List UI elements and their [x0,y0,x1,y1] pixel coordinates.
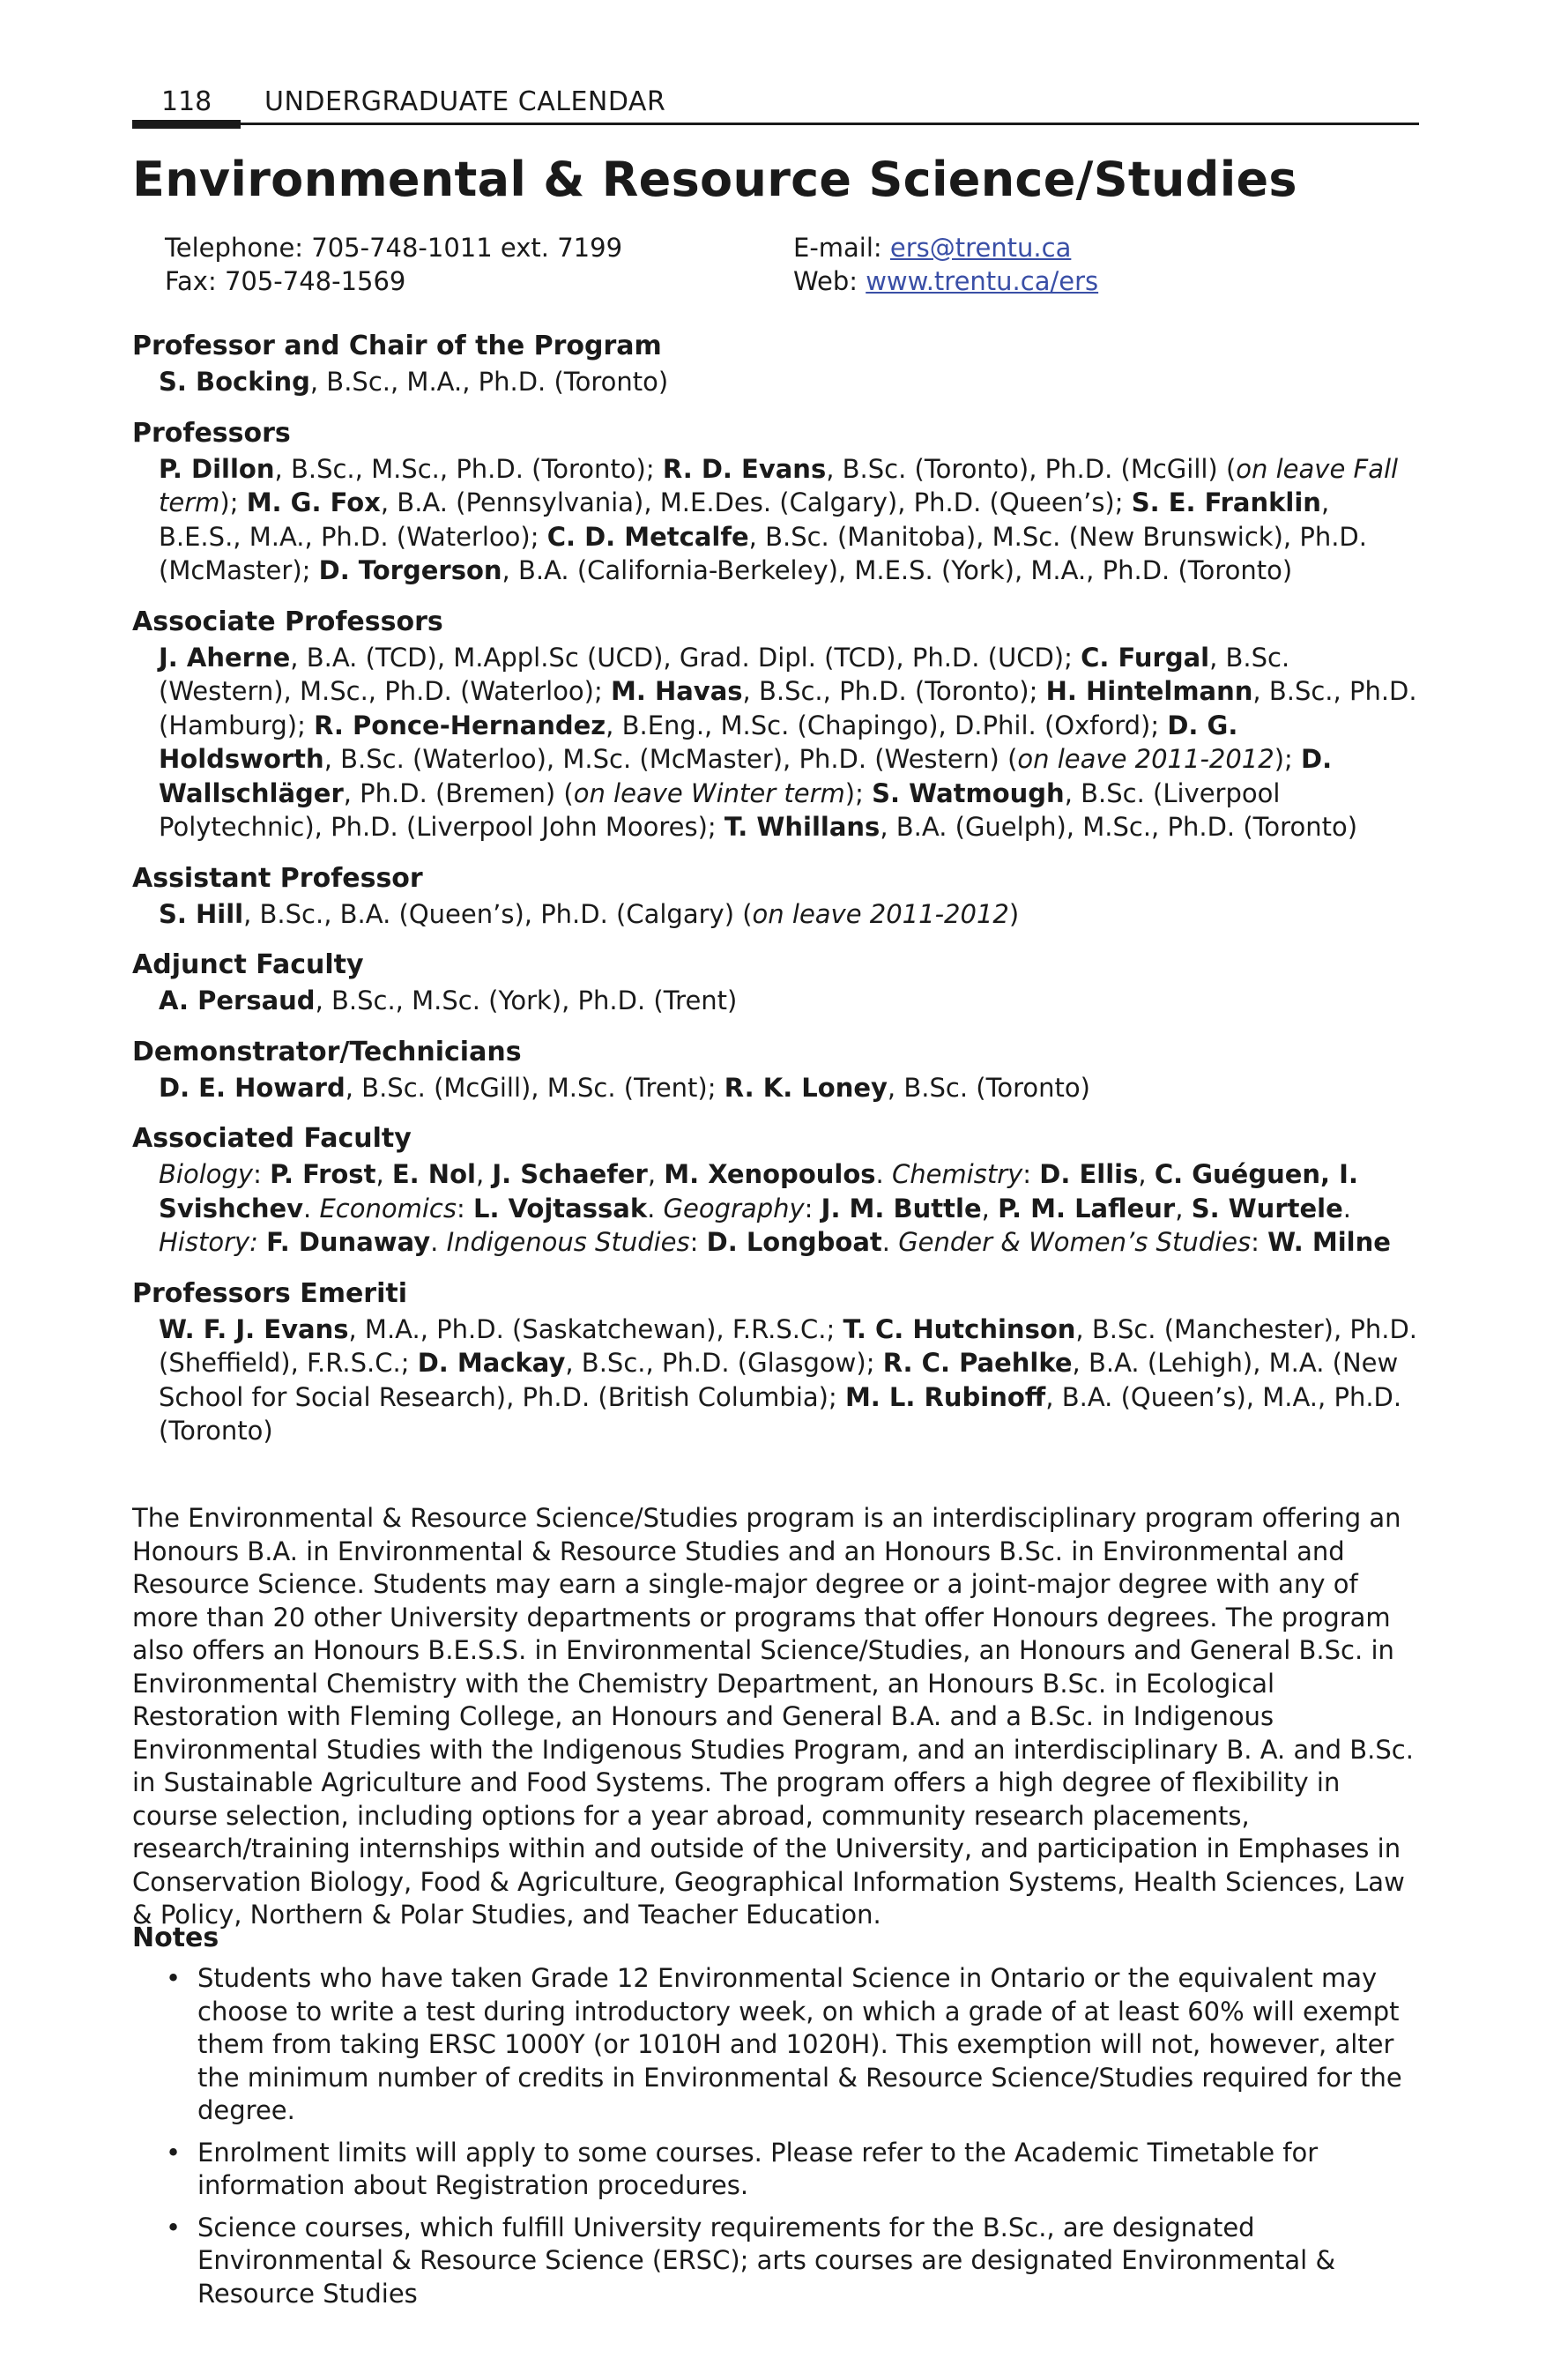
faculty-note: Biology [159,1159,254,1189]
faculty-note: Indigenous Studies [446,1227,690,1257]
faculty-credentials: , B.Sc. (Manitoba), M.Sc. (New Brunswick), Ph.D. (McMaster); [159,521,1367,585]
faculty-name: T. C. Hutchinson [843,1313,1076,1344]
faculty-note: on leave Winter term [573,777,845,808]
notes-section [132,1920,1419,2319]
faculty-name: E. Nol [391,1159,476,1189]
faculty-name: D. Mackay [417,1348,566,1378]
faculty-name: S. Hill [159,898,244,929]
faculty-names [159,1071,1419,1105]
faculty-credentials: , [1175,1193,1192,1223]
notes-heading: Notes [132,1923,219,1953]
faculty-name: R. Ponce-Hernandez [314,710,606,740]
email-line [793,231,1098,264]
page-number: 118 [161,86,212,117]
note-text: Students who have taken Grade 12 Environmental Science in Ontario or the equivalent may choose to write a test during introductory week, on which a grade of at least 60% will exempt them from taking ERSC 1000Y (or 1010H and 1020H). This exemption will not, however, alter the minimum number of credits in Environmental & Resource Science/Studies required for the degree. [197,1963,1402,2125]
faculty-names [159,984,1419,1018]
faculty-note: History: [159,1227,258,1257]
faculty-credentials: , B.Sc., B.A. (Queen’s), Ph.D. (Calgary) ( [243,898,753,929]
faculty-credentials: , B.Sc., M.Sc. (York), Ph.D. (Trent) [315,985,738,1015]
faculty-name: C. Guéguen, I. Svishchev [159,1159,1358,1223]
faculty-credentials: , B.Sc. (McGill), M.Sc. (Trent); [345,1072,724,1103]
faculty-note: on leave 2011-2012 [752,898,1009,929]
faculty-names [159,897,1419,932]
faculty-credentials: , [475,1159,493,1189]
faculty-group-heading: Professors [132,417,291,449]
faculty-credentials: , B.Sc. (Waterloo), M.Sc. (McMaster), Ph.D. (Western) ( [323,744,1018,774]
note-text: Science courses, which fulfill University requirements for the B.Sc., are designated Environmental & Resource Science (ERSC); arts courses are designated Environmental & Resource Studies [197,2212,1336,2309]
faculty-name: M. L. Rubinoff [844,1381,1046,1412]
faculty-name: A. Persaud [159,985,316,1015]
faculty-credentials: , M.A., Ph.D. (Saskatchewan), F.R.S.C.; [348,1313,843,1344]
running-header [132,81,1419,127]
faculty-names [159,365,1419,399]
faculty-credentials: , B.Sc. (Western), M.Sc., Ph.D. (Waterloo); [159,642,1290,706]
faculty-credentials: , B.A. (Guelph), M.Sc., Ph.D. (Toronto) [880,812,1358,842]
faculty-group [132,1276,1419,1448]
faculty-name: W. F. J. Evans [159,1313,349,1344]
faculty-name: W. Milne [1267,1227,1391,1257]
faculty-credentials: : [1022,1159,1040,1189]
faculty-name: M. Xenopoulos [664,1159,876,1189]
faculty-credentials: . [881,1227,899,1257]
header-tab-bar [132,120,241,129]
faculty-name: D. Wallschläger [159,744,1333,808]
faculty-credentials: , [647,1159,665,1189]
faculty-names [159,641,1419,844]
faculty-group-heading: Professor and Chair of the Program [132,331,662,361]
faculty-name: P. Dillon [159,453,275,484]
faculty-name: H. Hintelmann [1045,676,1253,706]
email-label: E-mail: [793,233,890,263]
faculty-credentials: : [689,1227,707,1257]
faculty-group-heading: Professors Emeriti [132,1277,408,1309]
faculty-credentials [258,1227,266,1257]
faculty-credentials: : [253,1159,271,1189]
faculty-name: D. G. Holdsworth [159,710,1238,774]
faculty-name: D. Longboat [706,1227,882,1257]
faculty-credentials: ) [1008,898,1020,929]
faculty-group [132,1034,1419,1105]
faculty-credentials: . [875,1159,892,1189]
faculty-group-heading: Associated Faculty [132,1123,412,1154]
faculty-group [132,860,1419,932]
faculty-credentials: , B.Sc. (Toronto), Ph.D. (McGill) ( [826,453,1237,484]
faculty-name: P. M. Lafleur [998,1193,1176,1223]
faculty-credentials: , B.A. (California-Berkeley), M.E.S. (York), M.A., Ph.D. (Toronto) [502,555,1293,585]
bullet-icon: • [166,1963,182,1993]
faculty-name: S. Watmough [872,777,1065,808]
faculty-name: R. K. Loney [724,1072,888,1103]
faculty-credentials: , [1138,1159,1155,1189]
faculty-group-heading: Associate Professors [132,606,443,637]
faculty-name: S. E. Franklin [1131,487,1321,517]
note-item [132,1962,1419,2128]
faculty-name: M. G. Fox [246,487,381,517]
header-rule [132,123,1419,125]
faculty-name: J. Schaefer [492,1159,648,1189]
faculty-credentials: , Ph.D. (Bremen) ( [343,777,574,808]
notes-list [132,1962,1419,2310]
faculty-note: on leave Fall term [159,453,1399,517]
web-line [793,264,1098,298]
faculty-credentials: , [981,1193,999,1223]
faculty-credentials: ); [1274,744,1302,774]
faculty-credentials: ); [219,487,247,517]
faculty-credentials: , B.A. (TCD), M.Appl.Sc (UCD), Grad. Dipl. (TCD), Ph.D. (UCD); [290,642,1081,673]
faculty-name: T. Whillans [724,812,881,842]
telephone: Telephone: 705-748-1011 ext. 7199 [165,233,623,263]
faculty-group [132,947,1419,1018]
faculty-credentials: , B.Sc., M.A., Ph.D. (Toronto) [309,367,669,397]
faculty-names [159,452,1419,588]
web-link[interactable]: www.trentu.ca/ers [866,266,1099,296]
faculty-credentials: , B.Sc., M.Sc., Ph.D. (Toronto); [274,453,663,484]
faculty-credentials: ); [844,777,873,808]
faculty-note: Chemistry [891,1159,1023,1189]
email-link[interactable]: ers@trentu.ca [889,233,1072,263]
faculty-credentials: . [303,1193,320,1223]
faculty-group-heading: Assistant Professor [132,862,423,894]
faculty-name: R. C. Paehlke [882,1348,1073,1378]
page-title: Environmental & Resource Science/Studies [132,152,1297,207]
faculty-credentials: , B.Sc., Ph.D. (Hamburg); [159,676,1417,740]
faculty-name: D. Torgerson [318,555,502,585]
faculty-group [132,328,1419,399]
faculty-credentials: : [456,1193,473,1223]
faculty-credentials: . [647,1193,664,1223]
faculty-name: J. M. Buttle [821,1193,982,1223]
fax: Fax: 705-748-1569 [165,266,406,296]
faculty-name: P. Frost [270,1159,376,1189]
note-item [132,2137,1419,2203]
faculty-credentials: . [430,1227,447,1257]
faculty-credentials: . [1342,1193,1351,1223]
faculty-credentials: , B.Sc., Ph.D. (Toronto); [742,676,1046,706]
faculty-credentials: : [1251,1227,1268,1257]
faculty-group [132,604,1419,844]
faculty-name: C. D. Metcalfe [546,521,749,552]
faculty-name: L. Vojtassak [472,1193,648,1223]
running-title: UNDERGRADUATE CALENDAR [264,86,666,117]
faculty-name: F. Dunaway [266,1227,431,1257]
faculty-credentials: , B.Sc. (Liverpool Polytechnic), Ph.D. (Liverpool John Moores); [159,777,1281,842]
faculty-note: on leave 2011-2012 [1017,744,1274,774]
faculty-credentials: , B.Eng., M.Sc. (Chapingo), D.Phil. (Oxford); [606,710,1168,740]
faculty-note: Economics [319,1193,457,1223]
faculty-name: S. Wurtele [1191,1193,1343,1223]
bullet-icon: • [166,2137,182,2168]
faculty-group-heading: Demonstrator/Technicians [132,1036,522,1067]
faculty-credentials: , B.Sc. (Manchester), Ph.D. (Sheffield), F.R.S.C.; [159,1313,1418,1378]
faculty-names [159,1157,1419,1260]
contact-online-column [793,231,1098,298]
note-item [132,2212,1419,2311]
faculty-credentials: , B.A. (Queen’s), M.A., Ph.D. (Toronto) [159,1381,1402,1446]
faculty-credentials: , [375,1159,392,1189]
faculty-name: J. Aherne [159,642,291,673]
faculty-credentials: , B.Sc., Ph.D. (Glasgow); [565,1348,883,1378]
faculty-note: Geography [663,1193,805,1223]
faculty-name: M. Havas [610,676,743,706]
bullet-icon: • [166,2212,182,2242]
contact-phone-column [165,231,622,298]
faculty-names [159,1313,1419,1448]
faculty-credentials: : [804,1193,821,1223]
faculty-name: S. Bocking [159,367,310,397]
faculty-name: D. Ellis [1039,1159,1139,1189]
web-label: Web: [793,266,866,296]
faculty-name: R. D. Evans [662,453,827,484]
note-text: Enrolment limits will apply to some courses. Please refer to the Academic Timetable for information about Registration procedures. [197,2137,1319,2200]
faculty-credentials: , B.A. (Pennsylvania), M.E.Des. (Calgary), Ph.D. (Queen’s); [380,487,1132,517]
faculty-list [132,328,1419,1464]
faculty-note: Gender & Women’s Studies [898,1227,1252,1257]
faculty-credentials: , B.E.S., M.A., Ph.D. (Waterloo); [159,487,1330,552]
faculty-credentials: , B.Sc. (Toronto) [887,1072,1090,1103]
faculty-name: C. Furgal [1081,642,1210,673]
faculty-group [132,1120,1419,1260]
faculty-name: D. E. Howard [159,1072,346,1103]
faculty-group [132,415,1419,588]
faculty-group-heading: Adjunct Faculty [132,949,364,980]
faculty-credentials: , B.A. (Lehigh), M.A. (New School for Social Research), Ph.D. (British Columbia); [159,1348,1399,1412]
program-description: The Environmental & Resource Science/Studies program is an interdisciplinary program offering an Honours B.A. in Environmental & Resource Studies and an Honours B.Sc. in Environmental and Resource Science. Students may earn a single-major degree or a joint-major degree with any of more than 20 other University departments or programs that offer Honours degrees. The program also offers an Honours B.E.S.S. in Environmental Science/Studies, an Honours and General B.Sc. in Environmental Chemistry with the Chemistry Department, an Honours B.Sc. in Ecological Restoration with Fleming College, an Honours and General B.A. and a B.Sc. in Indigenous Environmental Studies with the Indigenous Studies Program, and an interdisciplinary B. A. and B.Sc. in Sustainable Agriculture and Food Systems. The program offers a high degree of flexibility in course selection, including options for a year abroad, community research placements, research/training internships within and outside of the University, and participation in Emphases in Conservation Biology, Food & Agriculture, Geographical Information Systems, Health Sciences, Law & Policy, Northern & Polar Studies, and Teacher Education. [132,1503,1414,1930]
